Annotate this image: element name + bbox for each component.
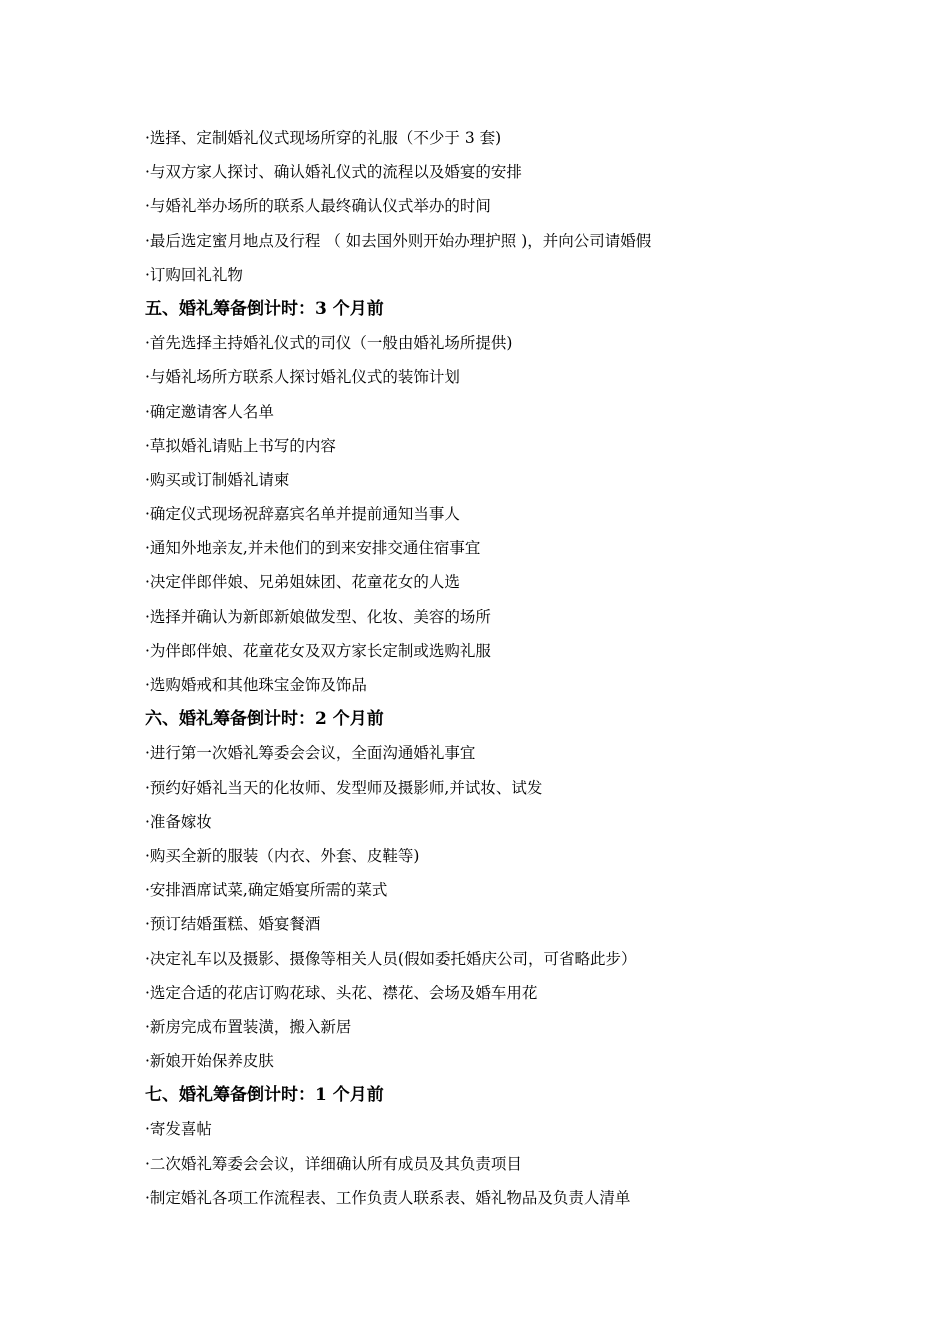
- list-item: ·与婚礼场所方联系人探讨婚礼仪式的装饰计划: [145, 368, 460, 387]
- list-item: ·安排酒席试菜,确定婚宴所需的菜式: [145, 881, 388, 900]
- list-item: ·制定婚礼各项工作流程表、工作负责人联系表、婚礼物品及负责人清单: [145, 1188, 631, 1207]
- list-item: ·选定合适的花店订购花球、头花、襟花、会场及婚车用花: [145, 983, 538, 1002]
- list-item: ·预订结婚蛋糕、婚宴餐酒: [145, 915, 321, 934]
- section-heading: 五、婚礼筹备倒计时：3 个月前: [145, 298, 384, 319]
- list-item: ·确定邀请客人名单: [145, 402, 274, 421]
- list-item: ·二次婚礼筹委会会议，详细确认所有成员及其负责项目: [145, 1154, 522, 1173]
- list-item: ·准备嫁妆: [145, 812, 212, 831]
- list-item: ·订购回礼礼物: [145, 265, 243, 284]
- list-item: ·最后选定蜜月地点及行程 （ 如去国外则开始办理护照 )，并向公司请婚假: [145, 231, 652, 250]
- list-item: ·决定礼车以及摄影、摄像等相关人员(假如委托婚庆公司，可省略此步）: [145, 949, 637, 968]
- list-item: ·草拟婚礼请贴上书写的内容: [145, 436, 336, 455]
- list-item: ·预约好婚礼当天的化妆师、发型师及摄影师,并试妆、试发: [145, 778, 543, 797]
- list-item: ·为伴郎伴娘、花童花女及双方家长定制或选购礼服: [145, 641, 491, 660]
- section-heading: 七、婚礼筹备倒计时：1 个月前: [145, 1085, 384, 1106]
- list-item: ·选购婚戒和其他珠宝金饰及饰品: [145, 676, 367, 694]
- list-item: ·确定仪式现场祝辞嘉宾名单并提前通知当事人: [145, 505, 460, 524]
- list-item: ·通知外地亲友,并未他们的到来安排交通住宿事宜: [145, 539, 481, 558]
- list-item: ·选择、定制婚礼仪式现场所穿的礼服（不少于 3 套): [145, 129, 502, 147]
- list-item: ·购买或订制婚礼请柬: [145, 470, 290, 489]
- list-item: ·首先选择主持婚礼仪式的司仪（一般由婚礼场所提供): [145, 334, 513, 353]
- list-item: ·与双方家人探讨、确认婚礼仪式的流程以及婚宴的安排: [145, 163, 522, 182]
- list-item: ·购买全新的服装（内衣、外套、皮鞋等): [145, 846, 420, 865]
- list-item: ·新娘开始保养皮肤: [145, 1052, 274, 1071]
- list-item: ·选择并确认为新郎新娘做发型、化妆、美容的场所: [145, 607, 491, 626]
- list-item: ·新房完成布置装潢，搬入新居: [145, 1017, 352, 1036]
- list-item: ·决定伴郎伴娘、兄弟姐妹团、花童花女的人选: [145, 573, 460, 592]
- section-heading: 六、婚礼筹备倒计时：2 个月前: [145, 709, 384, 730]
- list-item: ·与婚礼举办场所的联系人最终确认仪式举办的时间: [145, 197, 491, 216]
- list-item: ·进行第一次婚礼筹委会会议，全面沟通婚礼事宜: [145, 744, 476, 763]
- document-body: [145, 121, 865, 1215]
- list-item: ·寄发喜帖: [145, 1120, 212, 1139]
